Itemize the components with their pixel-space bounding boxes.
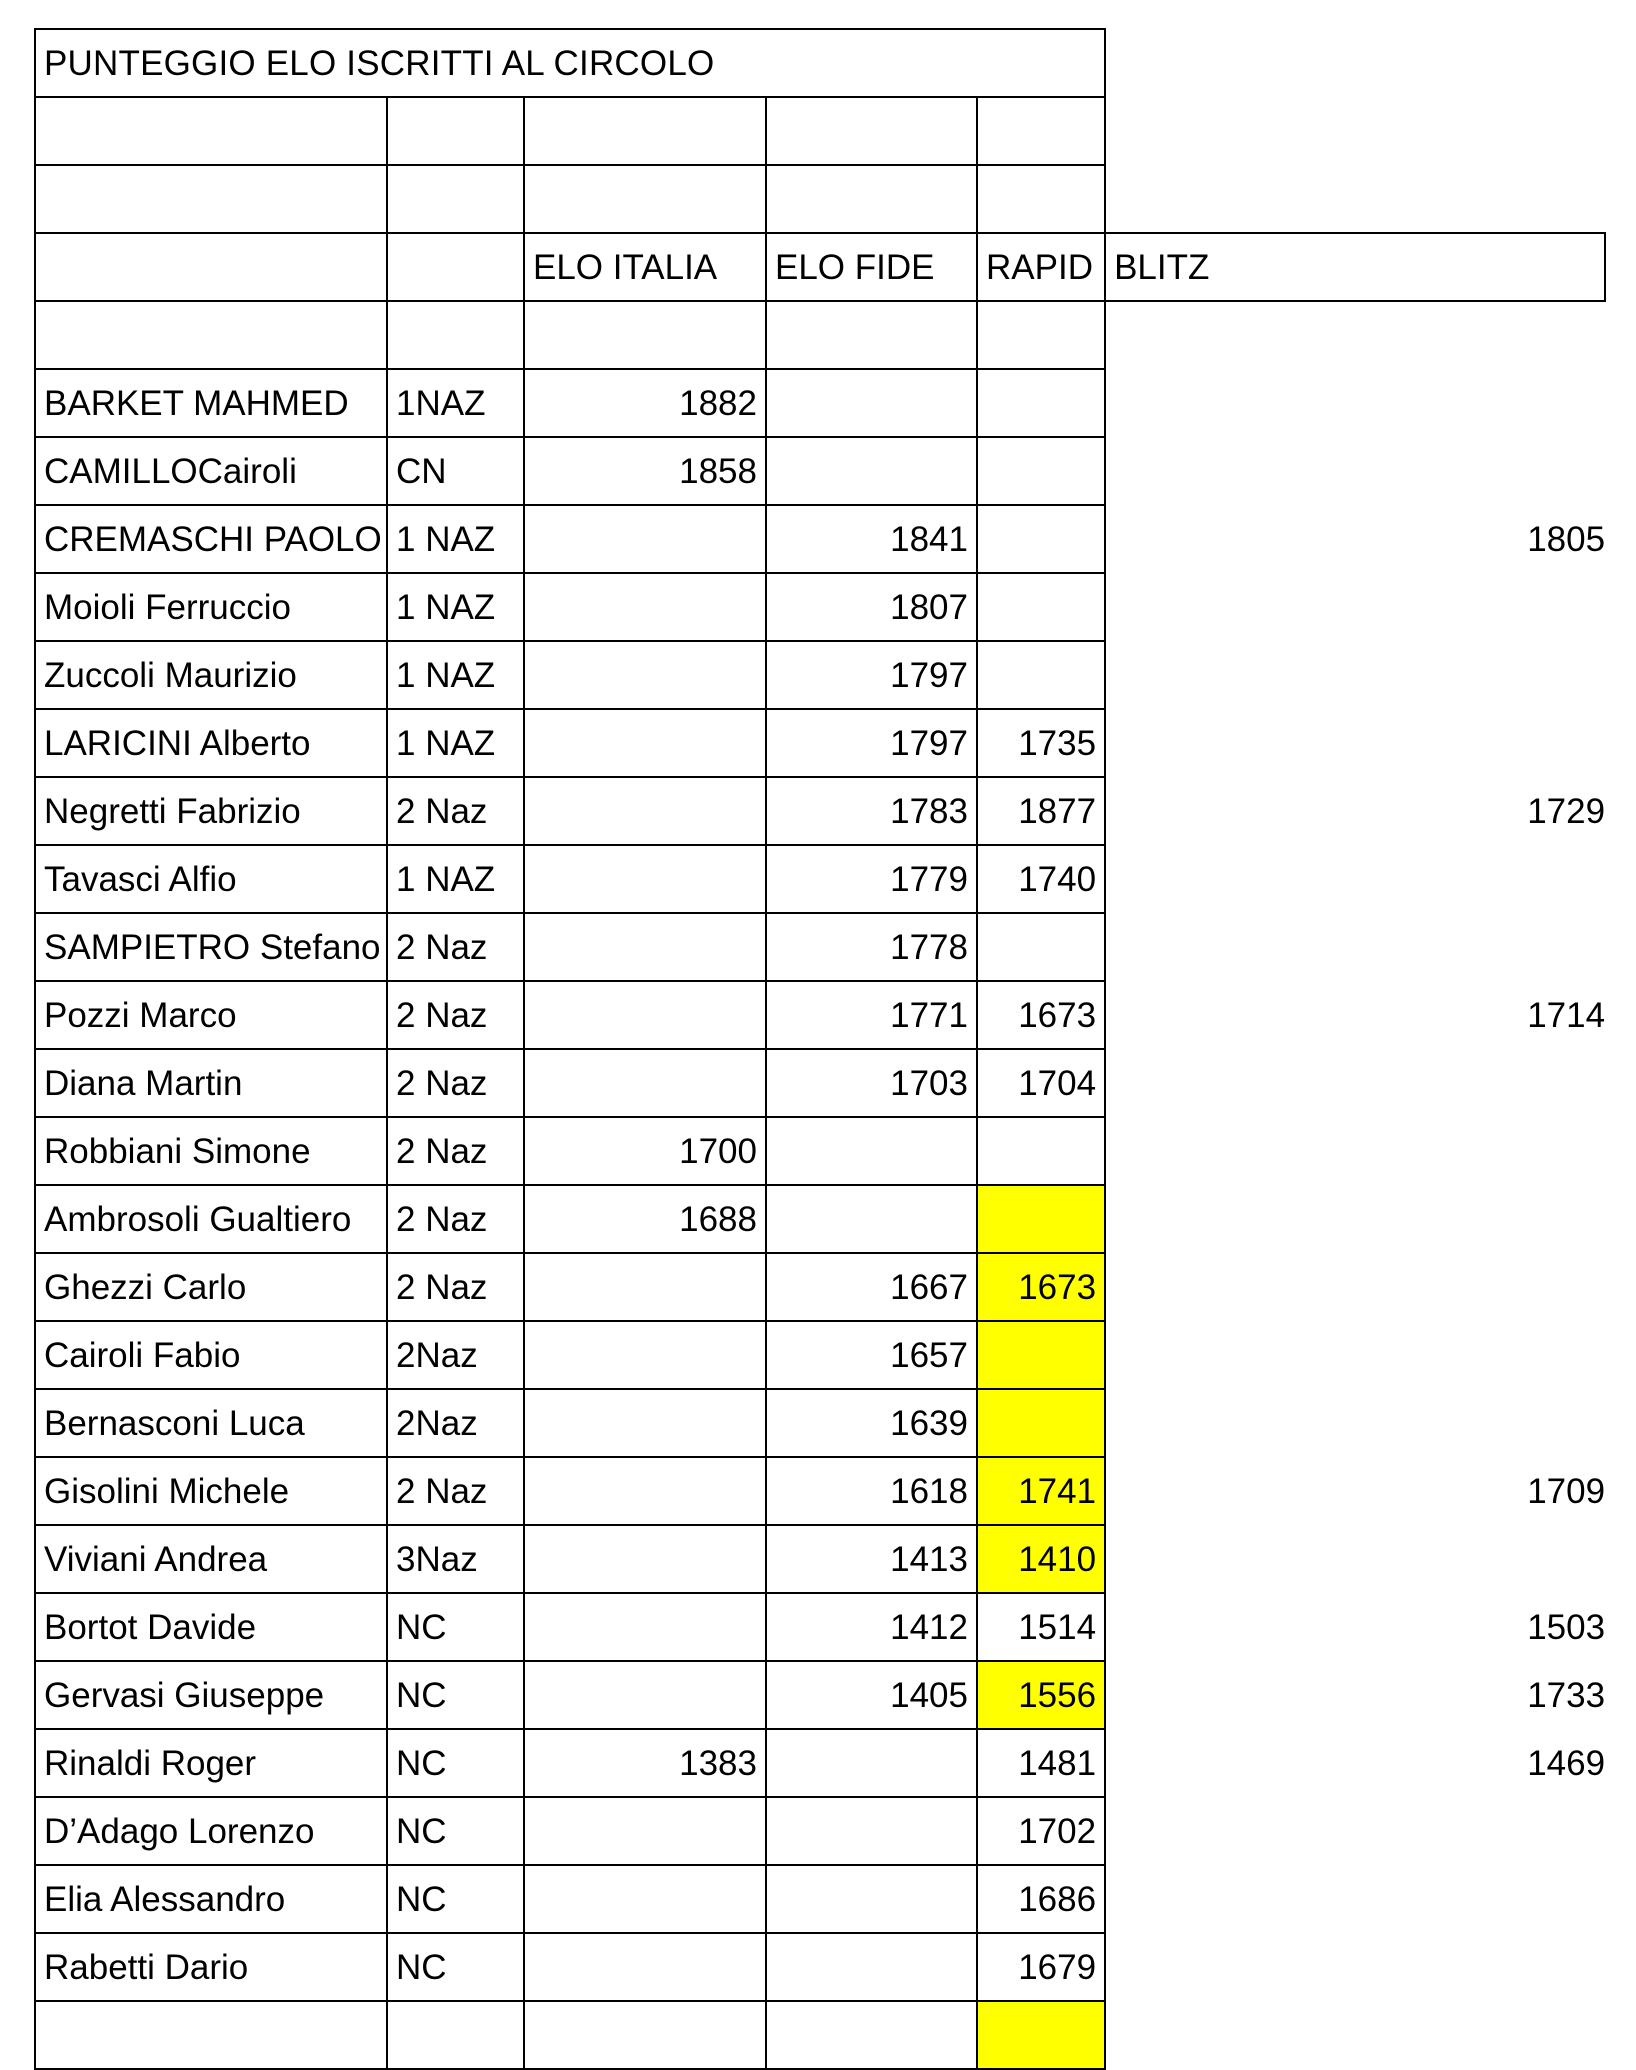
cell-rapid[interactable] — [977, 437, 1105, 505]
cell-blitz[interactable] — [1105, 913, 1605, 981]
spacer3-cell-rapid — [977, 301, 1105, 369]
cell-player-name[interactable]: BARKET MAHMED — [35, 369, 387, 437]
cell-elo-italia[interactable] — [524, 981, 766, 1049]
cell-elo-italia[interactable] — [524, 505, 766, 573]
cell-player-name[interactable]: Cairoli Fabio — [35, 1321, 387, 1389]
cell-elo-fide[interactable] — [766, 437, 977, 505]
cell-elo-italia[interactable] — [524, 573, 766, 641]
cell-rapid[interactable] — [977, 1321, 1105, 1389]
cell-player-name[interactable]: D’Adago Lorenzo — [35, 1797, 387, 1865]
cell-elo-italia[interactable] — [524, 1253, 766, 1321]
cell-rapid[interactable]: 1741 — [977, 1457, 1105, 1525]
table-row — [35, 1797, 1605, 1865]
cell-player-name[interactable]: LARICINI Alberto — [35, 709, 387, 777]
spacer2-cell-elo-italia — [524, 165, 766, 233]
spacer-cell-elo-fide — [766, 97, 977, 165]
table-row — [35, 369, 1605, 437]
cell-rapid[interactable] — [977, 641, 1105, 709]
cell-blitz[interactable] — [1105, 1185, 1605, 1253]
cell-rapid[interactable] — [977, 1185, 1105, 1253]
cell-category[interactable]: 2Naz — [387, 1321, 524, 1389]
table-row — [35, 709, 1605, 777]
cell-player-name[interactable]: CAMILLOCairoli — [35, 437, 387, 505]
cell-elo-italia[interactable] — [524, 1321, 766, 1389]
spacer2-cell-category — [387, 165, 524, 233]
cell-category[interactable]: 2 Naz — [387, 1117, 524, 1185]
column-header-category — [387, 233, 524, 301]
table-row — [35, 641, 1605, 709]
cell-player-name[interactable]: Bernasconi Luca — [35, 1389, 387, 1457]
cell-blitz[interactable] — [1105, 2001, 1605, 2069]
spacer2-cell-blitz — [1105, 165, 1605, 233]
cell-rapid[interactable]: 1481 — [977, 1729, 1105, 1797]
table-row — [35, 1253, 1605, 1321]
cell-elo-fide[interactable]: 1618 — [766, 1457, 977, 1525]
cell-category[interactable]: 2 Naz — [387, 777, 524, 845]
cell-blitz[interactable]: 1469 — [1105, 1729, 1605, 1797]
cell-elo-fide[interactable]: 1771 — [766, 981, 977, 1049]
cell-category[interactable]: 2Naz — [387, 1389, 524, 1457]
table-row — [35, 913, 1605, 981]
cell-player-name[interactable]: Moioli Ferruccio — [35, 573, 387, 641]
cell-rapid[interactable] — [977, 573, 1105, 641]
column-header-blitz: BLITZ — [1105, 233, 1605, 301]
cell-player-name[interactable]: Viviani Andrea — [35, 1525, 387, 1593]
cell-rapid[interactable]: 1673 — [977, 1253, 1105, 1321]
spacer2-cell-elo-fide — [766, 165, 977, 233]
cell-blitz[interactable] — [1105, 709, 1605, 777]
cell-category[interactable]: 1 NAZ — [387, 709, 524, 777]
cell-blitz[interactable]: 1714 — [1105, 981, 1605, 1049]
cell-elo-italia[interactable] — [524, 1389, 766, 1457]
cell-category[interactable]: NC — [387, 1865, 524, 1933]
cell-blitz[interactable] — [1105, 1389, 1605, 1457]
cell-rapid[interactable]: 1740 — [977, 845, 1105, 913]
cell-category[interactable]: 3Naz — [387, 1525, 524, 1593]
table-row — [35, 1593, 1605, 1661]
cell-rapid[interactable]: 1410 — [977, 1525, 1105, 1593]
spacer-cell-category — [387, 97, 524, 165]
spacer3-cell-name — [35, 301, 387, 369]
spacer2-cell-rapid — [977, 165, 1105, 233]
table-row — [35, 1457, 1605, 1525]
cell-rapid[interactable] — [977, 2001, 1105, 2069]
cell-elo-fide[interactable] — [766, 1933, 977, 2001]
cell-elo-fide[interactable]: 1667 — [766, 1253, 977, 1321]
spacer-row-2 — [35, 165, 1605, 233]
cell-player-name[interactable]: Rinaldi Roger — [35, 1729, 387, 1797]
cell-player-name[interactable]: Ghezzi Carlo — [35, 1253, 387, 1321]
cell-category[interactable]: 1 NAZ — [387, 505, 524, 573]
cell-category[interactable]: NC — [387, 1797, 524, 1865]
cell-blitz[interactable] — [1105, 1933, 1605, 2001]
cell-player-name[interactable]: Negretti Fabrizio — [35, 777, 387, 845]
table-body — [35, 29, 1605, 2069]
spacer2-cell-name — [35, 165, 387, 233]
cell-elo-italia[interactable]: 1858 — [524, 437, 766, 505]
cell-category[interactable]: NC — [387, 1933, 524, 2001]
cell-elo-italia[interactable] — [524, 1457, 766, 1525]
cell-elo-fide[interactable] — [766, 1865, 977, 1933]
cell-elo-italia[interactable] — [524, 641, 766, 709]
cell-elo-fide[interactable]: 1657 — [766, 1321, 977, 1389]
table-row — [35, 1933, 1605, 2001]
cell-blitz[interactable] — [1105, 573, 1605, 641]
table-row — [35, 981, 1605, 1049]
cell-elo-italia[interactable]: 1700 — [524, 1117, 766, 1185]
cell-elo-fide[interactable]: 1841 — [766, 505, 977, 573]
cell-elo-fide[interactable] — [766, 1185, 977, 1253]
cell-player-name[interactable]: Gisolini Michele — [35, 1457, 387, 1525]
spacer-cell-elo-italia — [524, 97, 766, 165]
spacer-cell-name — [35, 97, 387, 165]
cell-elo-fide[interactable]: 1807 — [766, 573, 977, 641]
cell-blitz[interactable] — [1105, 1525, 1605, 1593]
cell-player-name[interactable]: Tavasci Alfio — [35, 845, 387, 913]
cell-elo-italia[interactable] — [524, 1525, 766, 1593]
cell-rapid[interactable]: 1704 — [977, 1049, 1105, 1117]
table-row — [35, 1865, 1605, 1933]
column-header-elo-fide: ELO FIDE — [766, 233, 977, 301]
table-row — [35, 1729, 1605, 1797]
cell-blitz[interactable] — [1105, 641, 1605, 709]
cell-elo-italia[interactable] — [524, 1797, 766, 1865]
cell-elo-italia[interactable] — [524, 845, 766, 913]
column-header-elo-italia: ELO ITALIA — [524, 233, 766, 301]
spacer-cell-blitz — [1105, 97, 1605, 165]
cell-player-name[interactable]: Gervasi Giuseppe — [35, 1661, 387, 1729]
cell-category[interactable]: NC — [387, 1593, 524, 1661]
cell-elo-fide[interactable] — [766, 1117, 977, 1185]
cell-category[interactable]: 2 Naz — [387, 1253, 524, 1321]
cell-rapid[interactable] — [977, 1117, 1105, 1185]
elo-ratings-table — [34, 28, 1606, 2070]
cell-blitz[interactable] — [1105, 369, 1605, 437]
table-row — [35, 2001, 1605, 2069]
cell-rapid[interactable]: 1673 — [977, 981, 1105, 1049]
table-row — [35, 777, 1605, 845]
table-row — [35, 1185, 1605, 1253]
cell-category[interactable] — [387, 2001, 524, 2069]
column-header-name — [35, 233, 387, 301]
cell-player-name[interactable]: CREMASCHI PAOLO — [35, 505, 387, 573]
table-row — [35, 573, 1605, 641]
cell-rapid[interactable]: 1679 — [977, 1933, 1105, 2001]
cell-elo-fide[interactable]: 1797 — [766, 641, 977, 709]
cell-elo-fide[interactable]: 1412 — [766, 1593, 977, 1661]
page-title: PUNTEGGIO ELO ISCRITTI AL CIRCOLO — [35, 29, 1105, 97]
cell-blitz[interactable]: 1733 — [1105, 1661, 1605, 1729]
cell-category[interactable]: 2 Naz — [387, 913, 524, 981]
cell-blitz[interactable] — [1105, 1865, 1605, 1933]
cell-player-name[interactable]: Bortot Davide — [35, 1593, 387, 1661]
cell-category[interactable]: NC — [387, 1661, 524, 1729]
spacer-row-1 — [35, 97, 1605, 165]
table-row — [35, 1117, 1605, 1185]
spacer-row-3 — [35, 301, 1605, 369]
cell-elo-italia[interactable] — [524, 1593, 766, 1661]
cell-player-name[interactable]: SAMPIETRO Stefano — [35, 913, 387, 981]
cell-blitz[interactable]: 1709 — [1105, 1457, 1605, 1525]
cell-elo-fide[interactable] — [766, 369, 977, 437]
table-row — [35, 1661, 1605, 1729]
cell-elo-fide[interactable]: 1778 — [766, 913, 977, 981]
cell-player-name[interactable]: Pozzi Marco — [35, 981, 387, 1049]
cell-blitz[interactable]: 1503 — [1105, 1593, 1605, 1661]
spacer3-cell-elo-italia — [524, 301, 766, 369]
cell-rapid[interactable] — [977, 369, 1105, 437]
cell-rapid[interactable]: 1686 — [977, 1865, 1105, 1933]
title-row-blitz-spacer — [1105, 29, 1605, 97]
cell-elo-italia[interactable] — [524, 1661, 766, 1729]
cell-elo-italia[interactable] — [524, 709, 766, 777]
cell-category[interactable]: 1 NAZ — [387, 845, 524, 913]
cell-category[interactable]: NC — [387, 1729, 524, 1797]
title-row — [35, 29, 1605, 97]
cell-elo-fide[interactable]: 1797 — [766, 709, 977, 777]
cell-blitz[interactable] — [1105, 437, 1605, 505]
spacer-cell-rapid — [977, 97, 1105, 165]
cell-elo-italia[interactable] — [524, 1865, 766, 1933]
cell-blitz[interactable]: 1729 — [1105, 777, 1605, 845]
cell-elo-fide[interactable]: 1639 — [766, 1389, 977, 1457]
cell-rapid[interactable]: 1556 — [977, 1661, 1105, 1729]
column-header-rapid: RAPID — [977, 233, 1105, 301]
cell-blitz[interactable] — [1105, 1117, 1605, 1185]
spacer3-cell-elo-fide — [766, 301, 977, 369]
cell-category[interactable]: 1 NAZ — [387, 573, 524, 641]
cell-blitz[interactable]: 1805 — [1105, 505, 1605, 573]
cell-blitz[interactable] — [1105, 1253, 1605, 1321]
cell-elo-fide[interactable]: 1413 — [766, 1525, 977, 1593]
cell-elo-fide[interactable]: 1783 — [766, 777, 977, 845]
cell-elo-italia[interactable] — [524, 913, 766, 981]
cell-elo-italia[interactable]: 1688 — [524, 1185, 766, 1253]
cell-rapid[interactable]: 1735 — [977, 709, 1105, 777]
cell-elo-fide[interactable]: 1779 — [766, 845, 977, 913]
cell-player-name[interactable] — [35, 2001, 387, 2069]
cell-player-name[interactable]: Diana Martin — [35, 1049, 387, 1117]
cell-category[interactable]: 2 Naz — [387, 1185, 524, 1253]
cell-player-name[interactable]: Ambrosoli Gualtiero — [35, 1185, 387, 1253]
cell-category[interactable]: 1NAZ — [387, 369, 524, 437]
header-row — [35, 233, 1605, 301]
cell-blitz[interactable] — [1105, 1321, 1605, 1389]
cell-elo-fide[interactable] — [766, 1797, 977, 1865]
cell-category[interactable]: 1 NAZ — [387, 641, 524, 709]
cell-elo-italia[interactable] — [524, 1933, 766, 2001]
cell-player-name[interactable]: Robbiani Simone — [35, 1117, 387, 1185]
cell-rapid[interactable] — [977, 505, 1105, 573]
cell-blitz[interactable] — [1105, 1797, 1605, 1865]
table-row — [35, 1389, 1605, 1457]
table-row — [35, 845, 1605, 913]
cell-elo-italia[interactable]: 1383 — [524, 1729, 766, 1797]
cell-blitz[interactable] — [1105, 845, 1605, 913]
cell-player-name[interactable]: Rabetti Dario — [35, 1933, 387, 2001]
spacer3-cell-blitz — [1105, 301, 1605, 369]
cell-rapid[interactable]: 1702 — [977, 1797, 1105, 1865]
cell-rapid[interactable]: 1514 — [977, 1593, 1105, 1661]
table-row — [35, 1525, 1605, 1593]
cell-blitz[interactable] — [1105, 1049, 1605, 1117]
cell-elo-italia[interactable] — [524, 1049, 766, 1117]
cell-rapid[interactable] — [977, 913, 1105, 981]
cell-elo-fide[interactable] — [766, 1729, 977, 1797]
spacer3-cell-category — [387, 301, 524, 369]
table-row — [35, 1321, 1605, 1389]
table-row — [35, 437, 1605, 505]
cell-elo-italia[interactable] — [524, 2001, 766, 2069]
table-row — [35, 505, 1605, 573]
cell-elo-fide[interactable]: 1703 — [766, 1049, 977, 1117]
cell-elo-italia[interactable]: 1882 — [524, 369, 766, 437]
cell-rapid[interactable]: 1877 — [977, 777, 1105, 845]
cell-rapid[interactable] — [977, 1389, 1105, 1457]
cell-category[interactable]: 2 Naz — [387, 1049, 524, 1117]
cell-category[interactable]: CN — [387, 437, 524, 505]
cell-elo-fide[interactable] — [766, 2001, 977, 2069]
cell-player-name[interactable]: Elia Alessandro — [35, 1865, 387, 1933]
cell-category[interactable]: 2 Naz — [387, 981, 524, 1049]
table-row — [35, 1049, 1605, 1117]
cell-elo-fide[interactable]: 1405 — [766, 1661, 977, 1729]
cell-player-name[interactable]: Zuccoli Maurizio — [35, 641, 387, 709]
cell-category[interactable]: 2 Naz — [387, 1457, 524, 1525]
cell-elo-italia[interactable] — [524, 777, 766, 845]
